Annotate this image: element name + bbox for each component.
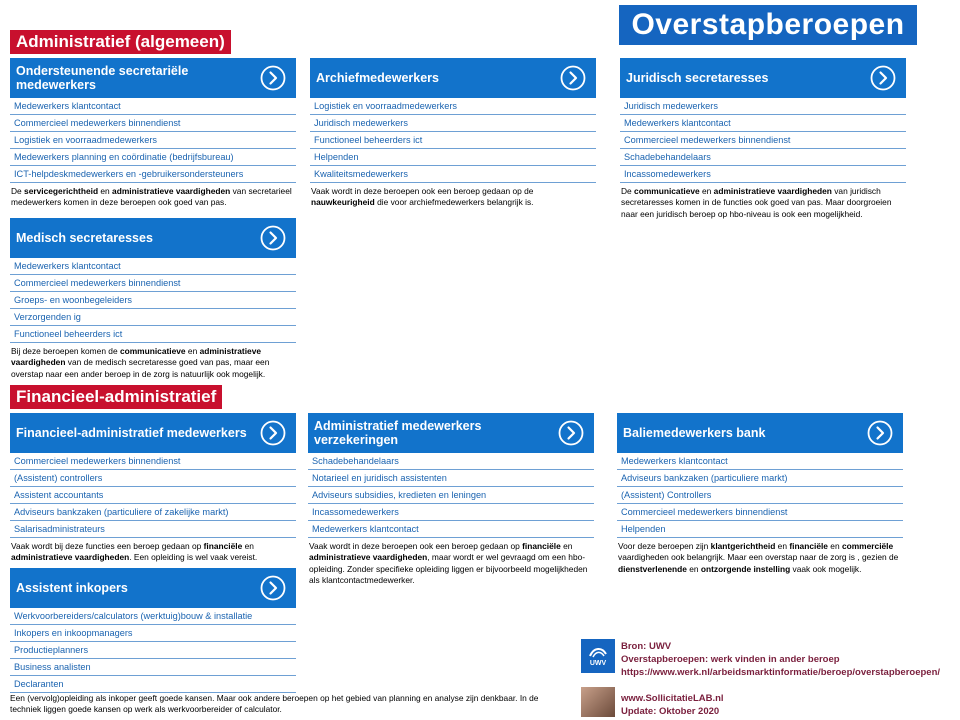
chevron-right-circle-icon[interactable] <box>870 65 896 91</box>
list-item[interactable]: (Assistent) controllers <box>10 470 296 487</box>
list-item[interactable]: Medewerkers klantcontact <box>10 258 296 275</box>
list-item[interactable]: Verzorgenden ig <box>10 309 296 326</box>
list-item[interactable]: Medewerkers klantcontact <box>10 98 296 115</box>
list-item[interactable]: Declaranten <box>10 676 296 693</box>
description-emphasis: ontzorgende instelling <box>700 563 791 574</box>
update-date: Update: Oktober 2020 <box>621 706 720 717</box>
chevron-right-circle-icon[interactable] <box>260 225 286 251</box>
card-title: Financieel-administratief medewerkers <box>16 426 247 440</box>
card-header[interactable] <box>620 58 906 98</box>
chevron-right-circle-icon[interactable] <box>867 420 893 446</box>
description-emphasis: administratieve vaardigheden <box>309 552 428 563</box>
description-emphasis: servicegerichtheid <box>24 186 99 196</box>
list-item[interactable]: Commercieel medewerkers binnendienst <box>10 275 296 292</box>
card-header[interactable] <box>310 58 596 98</box>
list-item[interactable]: Kwaliteitsmedewerkers <box>310 166 596 183</box>
list-item[interactable]: Logistiek en voorraadmedewerkers <box>310 98 596 115</box>
card-item-list <box>620 98 906 183</box>
list-item[interactable]: Adviseurs bankzaken (particuliere of zakelijke markt) <box>10 504 296 521</box>
description-text: van secretarieel medewerkers komen in deze beroepen ook goed van pas. <box>11 186 292 208</box>
card-header[interactable] <box>10 413 296 453</box>
sollicitatielab-photo <box>581 687 615 717</box>
card-description <box>10 541 296 564</box>
sollicitatielab-link[interactable]: www.SollicitatieLAB.nl <box>621 693 724 704</box>
chevron-right-circle-icon[interactable] <box>260 65 286 91</box>
card-title: Archiefmedewerkers <box>316 71 439 85</box>
sollicitatielab-text <box>621 692 724 718</box>
list-item[interactable]: Incassomedewerkers <box>620 166 906 183</box>
card-item-list <box>10 258 296 343</box>
description-text: en <box>242 541 254 551</box>
page-title: Overstapberoepen <box>619 5 917 45</box>
list-item[interactable]: Werkvoorbereiders/calculators (werktuig)bouw & installatie <box>10 608 296 625</box>
card-archief <box>310 58 596 209</box>
list-item[interactable]: Assistent accountants <box>10 487 296 504</box>
list-item[interactable]: (Assistent) Controllers <box>617 487 903 504</box>
list-item[interactable]: Medewerkers klantcontact <box>308 521 594 538</box>
list-item[interactable]: Schadebehandelaars <box>308 453 594 470</box>
card-description <box>308 541 594 586</box>
closing-text: Een (vervolg)opleiding als inkoper geeft goede kansen. Maar ook andere beroepen op het gebied van planning en analyse zijn denkbaar. In de techniek liggen goede kansen op werk als werkvoorbereider of calculator. <box>10 693 539 715</box>
card-title: Baliemedewerkers bank <box>623 426 766 440</box>
description-emphasis: nauwkeurigheid <box>311 197 375 208</box>
description-text: Voor deze beroepen zijn <box>618 541 711 551</box>
list-item[interactable]: Productieplanners <box>10 642 296 659</box>
chevron-right-circle-icon[interactable] <box>260 575 286 601</box>
description-text: , maar wordt er wel gevraagd om een hbo-opleiding. Zonder specifieke opleiding liggen er bijvoorbeeld mogelijkheden als klantcontactmedewerker. <box>309 552 588 585</box>
description-text: Vaak wordt bij deze functies een beroep gedaan op <box>11 541 204 551</box>
description-text: die voor archiefmedewerkers belangrijk is. <box>374 197 534 208</box>
description-text: van de medisch secretaresse goed van pas, maar een overstap naar een ander beroep in de zorg is natuurlijk ook mogelijk. <box>11 357 270 379</box>
card-item-list <box>308 453 594 538</box>
card-header[interactable] <box>308 413 594 453</box>
description-emphasis: financiële <box>203 541 243 551</box>
description-emphasis: administratieve vaardigheden <box>112 186 231 196</box>
card-header[interactable] <box>10 58 296 98</box>
list-item[interactable]: Notarieel en juridisch assistenten <box>308 470 594 487</box>
chevron-right-circle-icon[interactable] <box>560 65 586 91</box>
list-item[interactable]: Juridisch medewerkers <box>620 98 906 115</box>
description-text: Vaak wordt in deze beroepen ook een beroep gedaan op de <box>311 186 534 196</box>
description-text: en <box>98 186 113 196</box>
card-header[interactable] <box>10 218 296 258</box>
description-emphasis: administratieve vaardigheden <box>713 186 832 196</box>
card-description <box>620 186 906 220</box>
description-text: en <box>185 346 200 356</box>
uwv-swirl-icon <box>588 645 608 659</box>
uwv-logo: UWV <box>581 639 615 673</box>
card-description <box>310 186 596 209</box>
card-item-list <box>617 453 903 538</box>
description-text: . Een opleiding is wel vaak vereist. <box>129 552 258 563</box>
description-text: De <box>11 186 25 196</box>
card-item-list <box>10 453 296 538</box>
card-title: Administratief medewerkers verzekeringen <box>314 419 482 447</box>
card-item-list <box>310 98 596 183</box>
card-title: Ondersteunende secretariële medewerkers <box>16 64 189 92</box>
card-financieel <box>10 413 296 564</box>
card-description <box>10 346 296 380</box>
list-item[interactable]: Inkopers en inkoopmanagers <box>10 625 296 642</box>
list-item[interactable]: Helpenden <box>310 149 596 166</box>
description-emphasis: financiële <box>522 541 561 551</box>
card-verzekeringen <box>308 413 594 586</box>
card-item-list <box>10 98 296 183</box>
description-text: en <box>686 563 701 574</box>
description-text: van juridisch secretaresses komen in de functies ook goed van pas. Maar doorgroeien naar een juridisch beroep op hbo-niveau is ook een mogelijkheid. <box>621 186 892 219</box>
description-text: en <box>699 186 714 196</box>
list-item[interactable]: Commercieel medewerkers binnendienst <box>10 115 296 132</box>
source-link[interactable]: https://www.werk.nl/arbeidsmarktinformatie/beroep/overstapberoepen/ <box>621 667 941 678</box>
section-title-administratief: Administratief (algemeen) <box>10 30 231 54</box>
list-item[interactable]: Schadebehandelaars <box>620 149 906 166</box>
section-title-financieel: Financieel-administratief <box>10 385 222 409</box>
description-text: en <box>775 541 790 551</box>
description-text: vaak ook mogelijk. <box>790 563 862 574</box>
list-item[interactable]: Juridisch medewerkers <box>310 115 596 132</box>
card-baliemedewerkers <box>617 413 903 575</box>
list-item[interactable]: Commercieel medewerkers binnendienst <box>10 453 296 470</box>
description-emphasis: administratieve vaardigheden <box>11 346 262 368</box>
description-emphasis: communicatieve <box>119 346 186 356</box>
chevron-right-circle-icon[interactable] <box>558 420 584 446</box>
description-text: en <box>827 541 842 551</box>
list-item[interactable]: Adviseurs subsidies, kredieten en leningen <box>308 487 594 504</box>
description-emphasis: commerciële <box>841 541 894 551</box>
list-item[interactable]: Medewerkers klantcontact <box>620 115 906 132</box>
list-item[interactable]: Medewerkers klantcontact <box>617 453 903 470</box>
description-text: Vaak wordt in deze beroepen ook een beroep gedaan op <box>309 541 523 551</box>
list-item[interactable]: Logistiek en voorraadmedewerkers <box>10 132 296 149</box>
chevron-right-circle-icon[interactable] <box>260 420 286 446</box>
list-item[interactable]: Groeps- en woonbegeleiders <box>10 292 296 309</box>
list-item[interactable]: Incassomedewerkers <box>308 504 594 521</box>
description-emphasis: financiële <box>789 541 828 551</box>
description-text: De <box>621 186 635 196</box>
description-emphasis: communicatieve <box>634 186 700 196</box>
source-line-2: Overstapberoepen: werk vinden in ander beroep <box>621 654 840 665</box>
description-text: en <box>560 541 573 551</box>
list-item[interactable]: Helpenden <box>617 521 903 538</box>
description-emphasis: dienstverlenende <box>618 563 687 574</box>
description-text: Bij deze beroepen komen de <box>11 346 120 356</box>
list-item[interactable]: Medewerkers planning en coördinatie (bedrijfsbureau) <box>10 149 296 166</box>
card-description <box>10 186 296 209</box>
card-title: Juridisch secretaresses <box>626 71 769 85</box>
card-title: Medisch secretaresses <box>16 231 153 245</box>
list-item[interactable]: Commercieel medewerkers binnendienst <box>620 132 906 149</box>
source-text <box>621 640 940 679</box>
source-line-1: Bron: UWV <box>621 641 672 652</box>
list-item[interactable]: Functioneel beheerders ict <box>310 132 596 149</box>
list-item[interactable]: ICT-helpdeskmedewerkers en -gebruikersondersteuners <box>10 166 296 183</box>
card-medisch <box>10 218 296 380</box>
card-description <box>617 541 903 575</box>
list-item[interactable]: Salarisadministrateurs <box>10 521 296 538</box>
list-item[interactable]: Functioneel beheerders ict <box>10 326 296 343</box>
description-emphasis: klantgerichtheid <box>710 541 776 551</box>
description-emphasis: administratieve vaardigheden <box>11 552 130 563</box>
card-item-list <box>10 608 296 693</box>
card-header[interactable] <box>617 413 903 453</box>
card-juridisch <box>620 58 906 220</box>
card-inkopers <box>10 568 296 693</box>
list-item[interactable]: Commercieel medewerkers binnendienst <box>617 504 903 521</box>
list-item[interactable]: Adviseurs bankzaken (particuliere markt) <box>617 470 903 487</box>
card-title: Assistent inkopers <box>16 581 128 595</box>
description-text: vaardigheden ook belangrijk. Maar een overstap naar de zorg is , gezien de <box>618 552 899 563</box>
card-ondersteunend <box>10 58 296 209</box>
card-header[interactable] <box>10 568 296 608</box>
list-item[interactable]: Business analisten <box>10 659 296 676</box>
